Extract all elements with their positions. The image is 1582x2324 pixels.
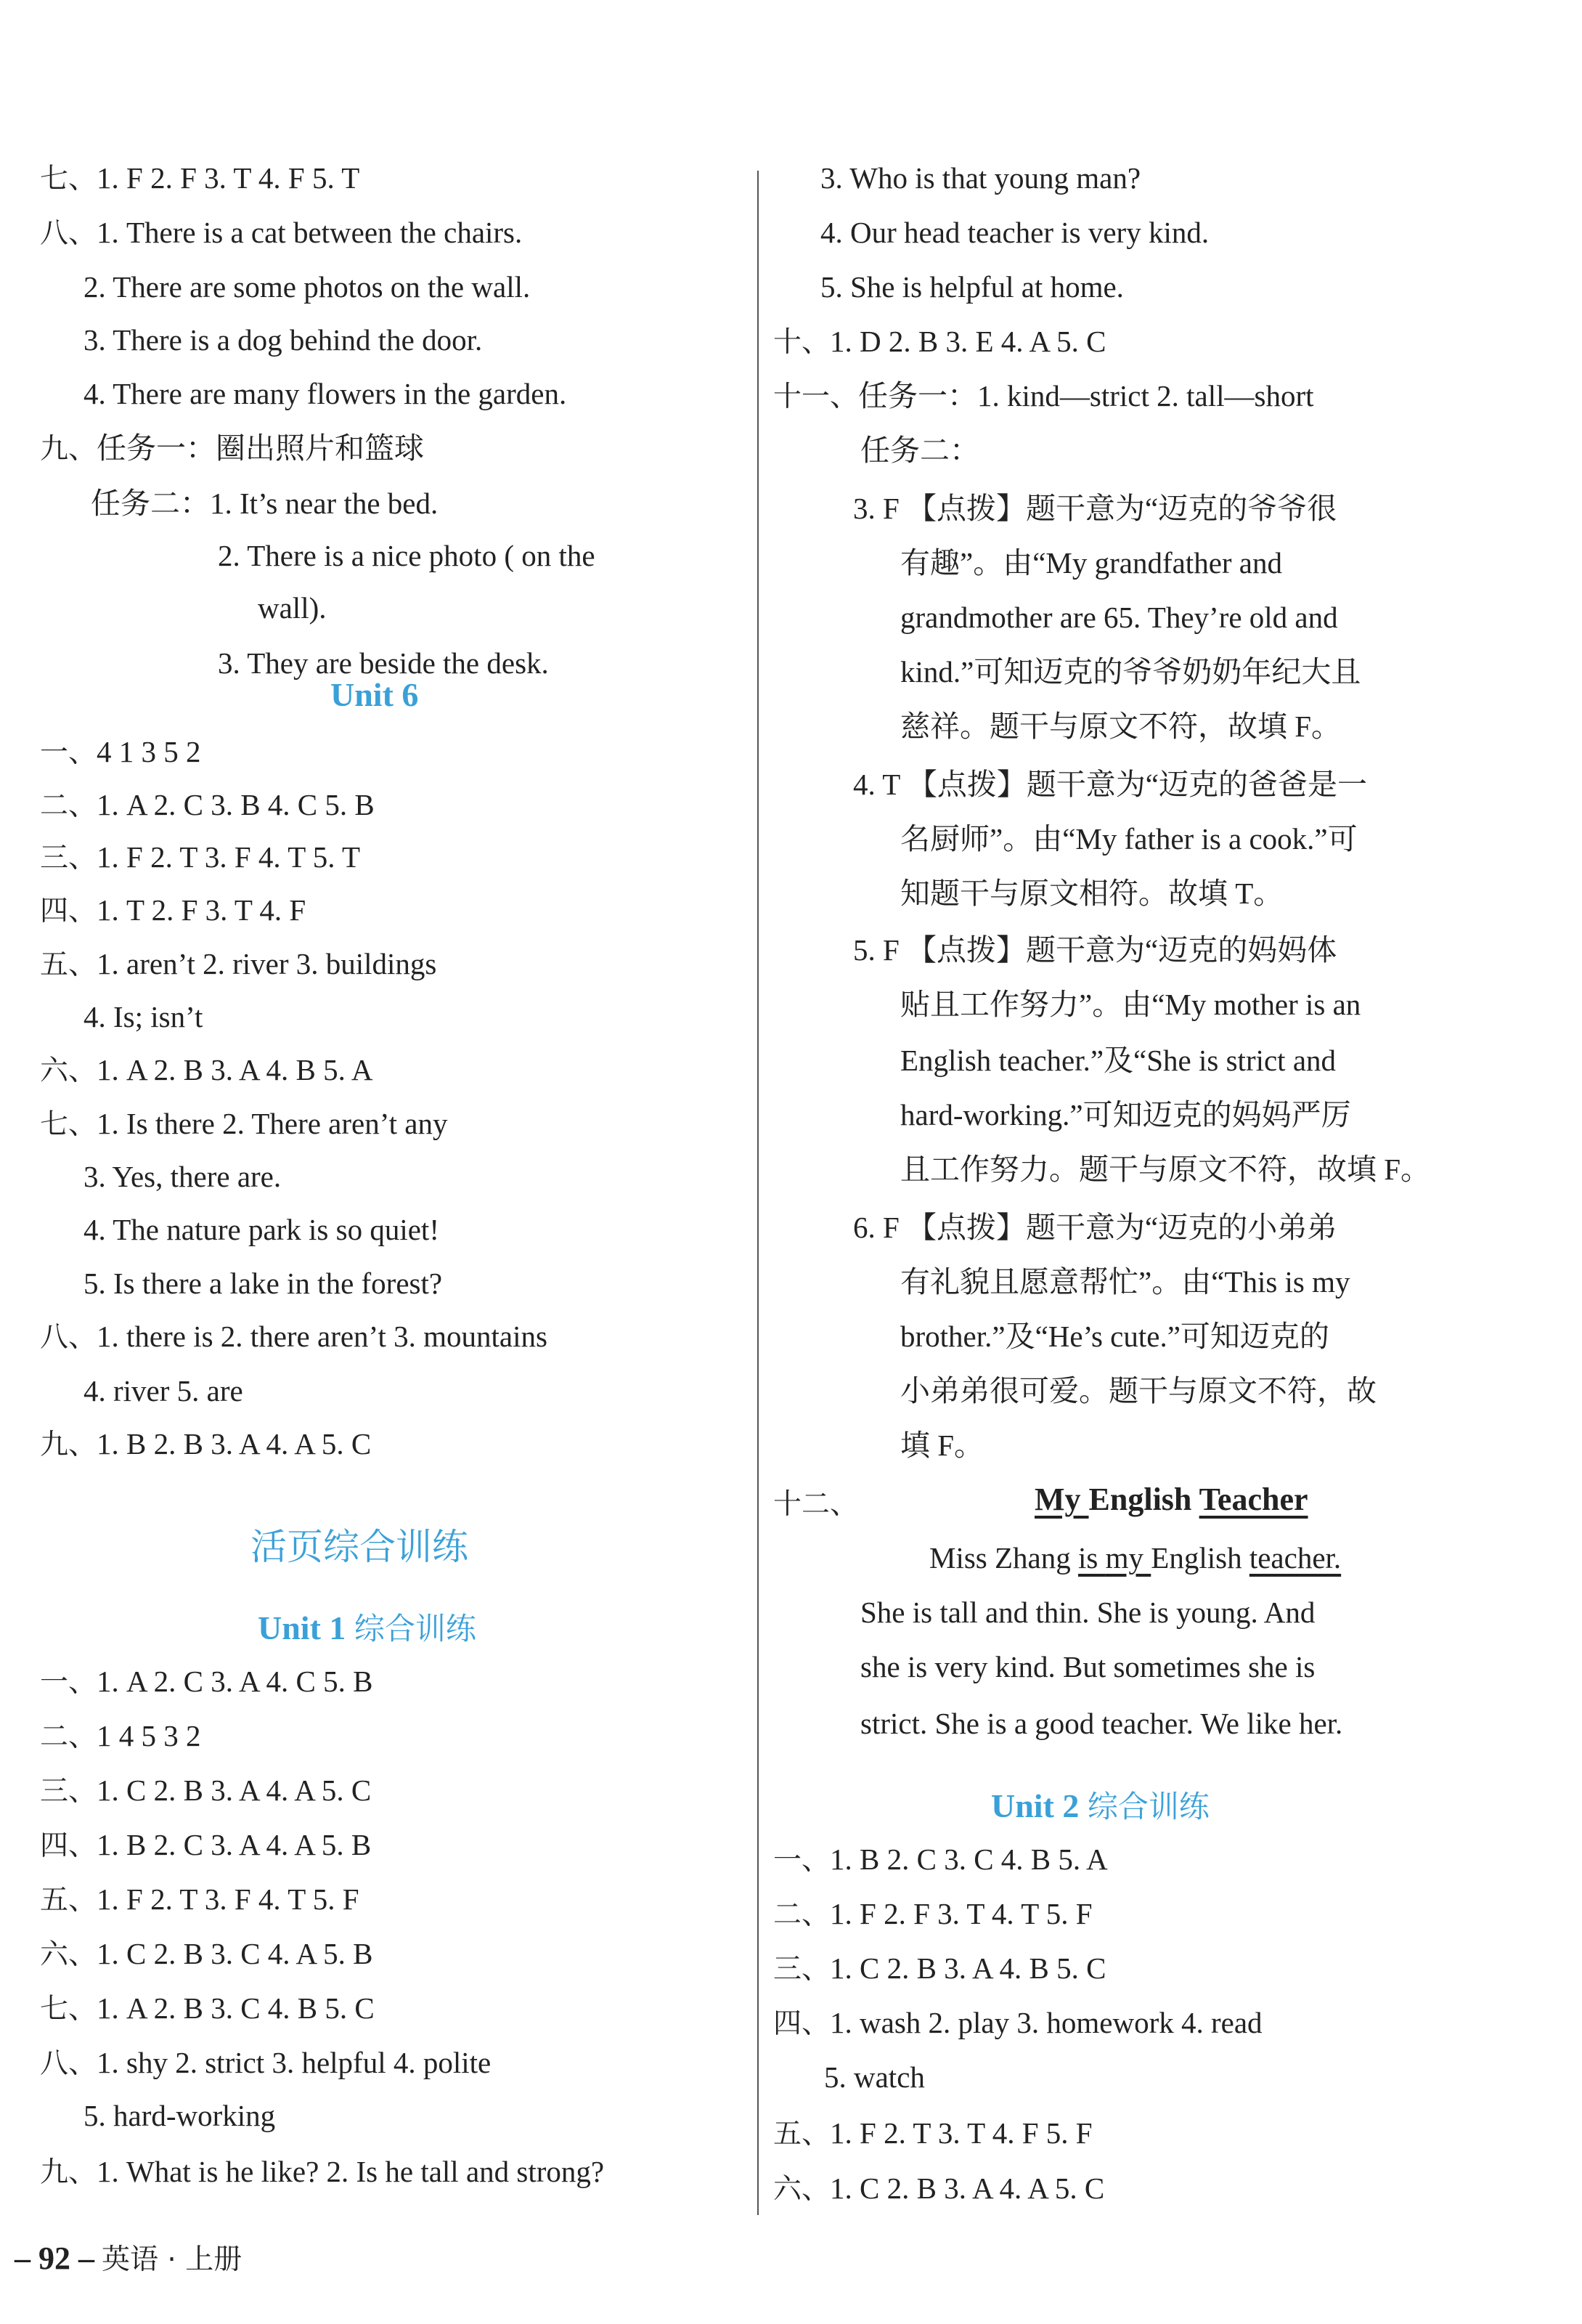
- answer-line: [40, 2150, 604, 2193]
- answer-text: 1. What is he like? 2. Is he tall and strong?: [97, 2155, 605, 2188]
- answer-text: 1. A 2. C 3. B 4. C 5. B: [97, 788, 375, 821]
- answer-text: 1. A 2. B 3. A 4. B 5. A: [97, 1053, 373, 1086]
- answer-line: [218, 534, 595, 577]
- answer-text: 1. T 2. F 3. T 4. F: [97, 893, 306, 927]
- answer-line: [820, 156, 1141, 200]
- book-title: 英语 · 上册: [102, 2243, 242, 2276]
- section-number: 三、: [40, 842, 97, 874]
- answer-line: [83, 1261, 442, 1305]
- unit-6-heading: Unit 6: [330, 676, 419, 713]
- section-number: 五、: [773, 2118, 831, 2150]
- answer-text: 1. there is 2. there aren’t 3. mountains: [97, 1320, 547, 1353]
- answer-text: 3. F 【点拨】题干意为“迈克的爷爷很: [853, 492, 1337, 525]
- answer-text: 贴且工作努力”。由“My mother is an: [900, 988, 1361, 1021]
- answer-line: [900, 1039, 1336, 1082]
- answer-text: 慈祥。题干与原文不符，故填 F。: [900, 710, 1342, 743]
- answer-line: [40, 1315, 547, 1358]
- answer-line: [900, 650, 1361, 694]
- section-number: 十二、: [773, 1488, 859, 1521]
- unit-2-heading: Unit 2 综合训练: [991, 1787, 1210, 1824]
- answer-line: [929, 1536, 1341, 1580]
- answer-text: 1. C 2. B 3. A 4. B 5. C: [830, 1951, 1106, 1985]
- answer-line: [900, 1260, 1350, 1304]
- answer-text: 小弟弟很可爱。题干与原文不符，故: [900, 1374, 1377, 1407]
- answer-line: [40, 1823, 371, 1866]
- answer-line: [773, 2001, 1263, 2044]
- answer-line: [853, 1206, 1337, 1249]
- answer-line: [40, 835, 360, 879]
- answer-line: [40, 1102, 447, 1145]
- answer-line: [853, 763, 1367, 806]
- section-heading: 活页综合训练: [250, 1526, 468, 1568]
- answer-text: 任务二：: [860, 434, 979, 467]
- answer-text: 1. wash 2. play 3. homework 4. read: [830, 2006, 1263, 2039]
- answer-line: [83, 1208, 439, 1251]
- section-number: 六、: [40, 1055, 97, 1087]
- answer-line: [83, 372, 566, 415]
- section-number: 八、: [40, 217, 97, 250]
- page-footer: [15, 2237, 242, 2282]
- section-number: 三、: [773, 1953, 831, 1986]
- answer-text: 1. F 2. F 3. T 4. F 5. T: [97, 161, 360, 195]
- answer-text: 1. B 2. C 3. A 4. A 5. B: [97, 1828, 372, 1861]
- answer-text: 且工作努力。题干与原文不符，故填 F。: [900, 1153, 1431, 1186]
- answer-line: [900, 704, 1341, 748]
- answer-text: 5. Is there a lake in the forest?: [83, 1267, 443, 1300]
- answer-text: 填 F。: [900, 1429, 984, 1462]
- answer-line: [900, 1423, 984, 1467]
- answer-line: [900, 1315, 1329, 1358]
- section-number: 六、: [773, 2173, 831, 2206]
- answer-text: kind.”可知迈克的爷爷奶奶年纪大且: [900, 655, 1361, 688]
- answer-line: [40, 1714, 201, 1758]
- answer-line: [40, 1986, 375, 2030]
- section-number: 八、: [40, 2047, 97, 2080]
- answer-text: 1. C 2. B 3. A 4. A 5. C: [830, 2171, 1105, 2205]
- answer-text: 1. F 2. T 3. F 4. T 5. T: [97, 840, 361, 874]
- answer-text: 4. T 【点拨】题干意为“迈克的爸爸是一: [853, 768, 1368, 801]
- answer-line: [773, 1946, 1106, 1990]
- answer-text: 4. river 5. are: [83, 1374, 243, 1407]
- answer-text: 1. Is there 2. There aren’t any: [97, 1107, 448, 1140]
- answer-line: [40, 783, 375, 826]
- answer-text: 6. F 【点拨】题干意为“迈克的小弟弟: [853, 1211, 1337, 1244]
- answer-line: [258, 586, 327, 630]
- answer-text: Miss Zhang is my English teacher.: [929, 1541, 1342, 1575]
- answer-line: [773, 1482, 858, 1525]
- answer-line: [91, 482, 438, 525]
- answer-line: [40, 1877, 359, 1921]
- answer-line: [40, 2041, 491, 2084]
- answer-line: [773, 320, 1106, 363]
- section-number: 一、: [40, 1666, 97, 1699]
- essay-title: My English Teacher: [1035, 1482, 1308, 1517]
- answer-line: [773, 2166, 1104, 2210]
- answer-line: [40, 156, 359, 200]
- section-number: 九、: [40, 2156, 97, 2189]
- answer-text: 1. A 2. B 3. C 4. B 5. C: [97, 1991, 375, 2025]
- answer-text: hard-working.”可知迈克的妈妈严厉: [900, 1098, 1351, 1131]
- section-number: 六、: [40, 1938, 97, 1971]
- answer-text: 有礼貌且愿意帮忙”。由“This is my: [900, 1265, 1350, 1299]
- answer-text: 1. F 2. T 3. T 4. F 5. F: [830, 2116, 1093, 2150]
- answer-line: [83, 318, 482, 362]
- answer-text: 1. A 2. C 3. A 4. C 5. B: [97, 1665, 373, 1698]
- answer-text: 4. There are many flowers in the garden.: [83, 377, 567, 410]
- section-number: 三、: [40, 1775, 97, 1808]
- answer-line: [900, 1147, 1430, 1191]
- answer-text: wall).: [258, 591, 327, 625]
- answer-text: 2. There is a nice photo ( on the: [218, 539, 595, 572]
- answer-line: [773, 2111, 1093, 2155]
- answer-text: 1. C 2. B 3. C 4. A 5. B: [97, 1937, 373, 1970]
- answer-line: [40, 1932, 373, 1975]
- answer-text: 3. They are beside the desk.: [218, 646, 549, 680]
- answer-text: grandmother are 65. They’re old and: [900, 601, 1338, 634]
- answer-line: [40, 1768, 371, 1812]
- answer-text: 3. Yes, there are.: [83, 1160, 282, 1193]
- answer-line: [853, 487, 1337, 530]
- answer-text: 5. She is helpful at home.: [820, 270, 1124, 304]
- answer-line: [83, 2094, 275, 2137]
- answer-text: 1. B 2. B 3. A 4. A 5. C: [97, 1427, 372, 1460]
- answer-line: [40, 1422, 371, 1466]
- answer-text: 1. D 2. B 3. E 4. A 5. C: [830, 325, 1106, 358]
- section-number: 五、: [40, 1884, 97, 1917]
- answer-text: 1. F 2. F 3. T 4. T 5. F: [830, 1897, 1093, 1930]
- answer-text: 4 1 3 5 2: [97, 735, 201, 768]
- answer-line: [820, 211, 1209, 254]
- answer-text: 1. B 2. C 3. C 4. B 5. A: [830, 1842, 1108, 1876]
- section-number: 八、: [40, 1321, 97, 1354]
- answer-line: [820, 265, 1124, 309]
- answer-line: [40, 211, 522, 254]
- answer-line: [900, 983, 1361, 1026]
- answer-line: [83, 265, 530, 309]
- answer-line: [40, 888, 306, 932]
- unit-1-heading: Unit 1 综合训练: [258, 1609, 476, 1646]
- answer-text: 1. shy 2. strict 3. helpful 4. polite: [97, 2046, 492, 2079]
- answer-text: 2. There are some photos on the wall.: [83, 270, 531, 304]
- answer-line: [900, 871, 1283, 915]
- answer-text: 3. Who is that young man?: [820, 161, 1141, 195]
- answer-text: 1. C 2. B 3. A 4. A 5. C: [97, 1774, 372, 1807]
- answer-line: [40, 730, 201, 773]
- answer-text: 1. There is a cat between the chairs.: [97, 216, 523, 249]
- answer-text: 5. F 【点拨】题干意为“迈克的妈妈体: [853, 933, 1337, 967]
- section-number: 四、: [40, 1829, 97, 1862]
- answer-line: [40, 426, 424, 470]
- answer-line: [40, 942, 436, 986]
- answer-text: 1 4 5 3 2: [97, 1719, 201, 1752]
- answer-text: 5. watch: [824, 2060, 925, 2094]
- answer-text: 名厨师”。由“My father is a cook.”可: [900, 822, 1358, 856]
- answer-line: [860, 1645, 1315, 1689]
- section-number: 四、: [773, 2007, 831, 2040]
- answer-text: brother.”及“He’s cute.”可知迈克的: [900, 1320, 1329, 1353]
- section-number: 一、: [40, 736, 97, 769]
- section-number: 四、: [40, 895, 97, 927]
- answer-line: [83, 995, 203, 1039]
- answer-line: [900, 596, 1338, 639]
- answer-line: [900, 541, 1282, 585]
- answer-text: She is tall and thin. She is young. And: [860, 1596, 1316, 1629]
- answer-line: [900, 817, 1358, 861]
- answer-line: [40, 1048, 373, 1092]
- section-number: 九、: [40, 1429, 97, 1461]
- answer-line: [773, 374, 1314, 418]
- column-divider: [757, 171, 759, 2215]
- answer-text: 任务二：1. It’s near the bed.: [91, 487, 439, 520]
- answer-text: 任务一：1. kind—strict 2. tall—short: [858, 379, 1314, 413]
- answer-text: 4. The nature park is so quiet!: [83, 1213, 439, 1246]
- answer-text: she is very kind. But sometimes she is: [860, 1650, 1316, 1683]
- answer-text: 1. F 2. T 3. F 4. T 5. F: [97, 1882, 359, 1916]
- answer-line: [773, 1892, 1093, 1935]
- answer-line: [83, 1369, 243, 1413]
- answer-text: English teacher.”及“She is strict and: [900, 1044, 1337, 1077]
- answer-line: [40, 1659, 373, 1703]
- section-number: 十、: [773, 326, 831, 359]
- section-number: 二、: [40, 789, 97, 822]
- answer-text: 3. There is a dog behind the door.: [83, 323, 483, 357]
- section-number: 二、: [773, 1898, 831, 1931]
- answer-text: 1. aren’t 2. river 3. buildings: [97, 947, 437, 980]
- section-number: 二、: [40, 1720, 97, 1753]
- answer-line: [83, 1155, 281, 1198]
- answer-line: [853, 928, 1337, 972]
- answer-text: 4. Our head teacher is very kind.: [820, 216, 1210, 249]
- section-number: 五、: [40, 948, 97, 981]
- answer-line: [900, 1369, 1377, 1413]
- page-number: – 92 –: [15, 2240, 94, 2276]
- answer-line: [773, 1837, 1108, 1881]
- answer-text: 有趣”。由“My grandfather and: [900, 546, 1282, 580]
- answer-text: 5. hard-working: [83, 2099, 276, 2132]
- answer-text: 4. Is; isn’t: [83, 1000, 203, 1033]
- section-number: 十一、: [773, 381, 859, 413]
- section-number: 七、: [40, 163, 97, 195]
- answer-line: [860, 1702, 1342, 1745]
- answer-line: [900, 1093, 1351, 1137]
- answer-text: 任务一：圈出照片和篮球: [97, 431, 425, 465]
- section-number: 九、: [40, 433, 97, 466]
- answer-text: strict. She is a good teacher. We like her.: [860, 1707, 1343, 1740]
- section-number: 七、: [40, 1993, 97, 2026]
- answer-line: [860, 428, 979, 472]
- answer-line: [824, 2055, 925, 2099]
- section-number: 七、: [40, 1108, 97, 1141]
- answer-text: 知题干与原文相符。故填 T。: [900, 877, 1284, 910]
- section-number: 一、: [773, 1844, 831, 1877]
- answer-line: [860, 1590, 1315, 1634]
